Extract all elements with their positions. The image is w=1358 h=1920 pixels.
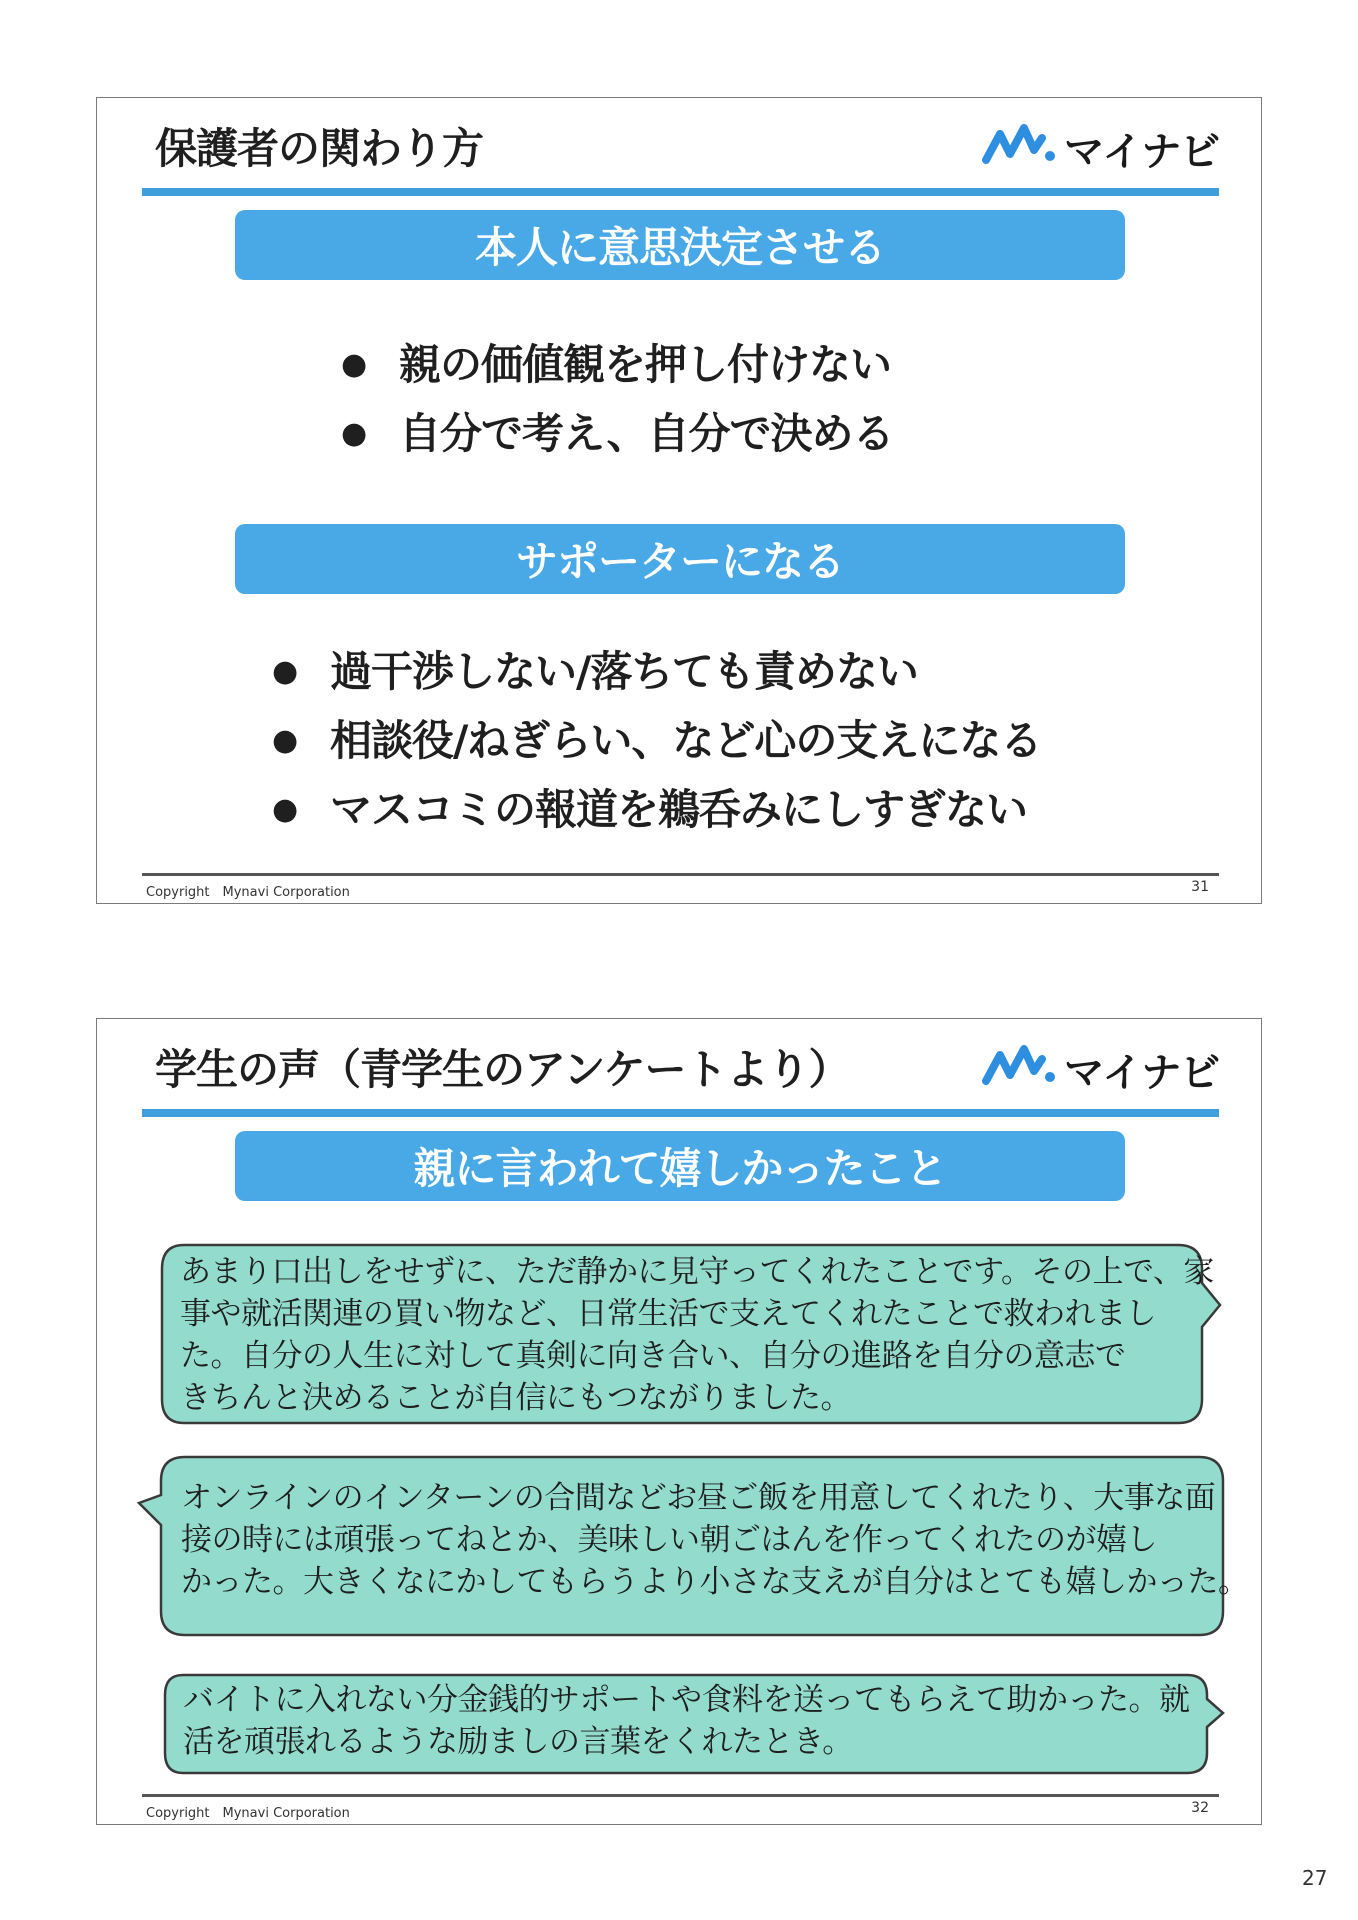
footer-rule [142, 1794, 1219, 1797]
mynavi-wave-icon [982, 1041, 1062, 1091]
list-item: ● 過干渉しない/落ちても責めない [272, 637, 1041, 706]
quote-bubble [160, 1243, 1224, 1425]
logo-text: マイナビ [1064, 1050, 1220, 1096]
bullet-icon: ● [341, 416, 367, 451]
quote-text: バイトに入れない分金銭的サポートや食料を送ってもらえて助かった。就 活を頑張れるような励ましの言葉をくれたとき。 [183, 1682, 1190, 1760]
slide-32 [96, 1018, 1262, 1825]
title-rule [142, 188, 1219, 196]
document-page-number: 27 [1302, 1866, 1328, 1890]
bullet-icon: ● [272, 654, 298, 689]
slide-31 [96, 97, 1262, 904]
mynavi-logo [982, 120, 1220, 175]
footer-rule [142, 873, 1219, 876]
list-item: ● 自分で考え、自分で決める [341, 399, 894, 468]
slide-title: 保護者の関わり方 [155, 124, 484, 173]
slide-page-number: 32 [1191, 1800, 1209, 1816]
list-item: ● 相談役/ねぎらい、など心の支えになる [272, 706, 1041, 775]
section-banner: 本人に意思決定させる [235, 210, 1125, 280]
logo-text: マイナビ [1064, 129, 1220, 175]
section-banner: サポーターになる [235, 524, 1125, 594]
quote-text: あまり口出しをせずに、ただ静かに見守ってくれたことです。その上で、家 事や就活関連の買い物など、日常生活で支えてくれたことで救われまし た。自分の人生に対して真剣に向き合い、自分の進路を自分の意志で きちんと決めることが自信にもつながりました。 [180, 1254, 1214, 1416]
bullet-list [272, 637, 1041, 844]
bullet-list [341, 330, 894, 468]
mynavi-logo [982, 1041, 1220, 1096]
quote-bubble [163, 1673, 1227, 1775]
bullet-icon: ● [272, 723, 298, 758]
quote-bubble [137, 1455, 1249, 1637]
copyright: Copyright Mynavi Corporation [146, 1806, 350, 1821]
bullet-icon: ● [341, 347, 367, 382]
title-rule [142, 1109, 1219, 1117]
mynavi-wave-icon [982, 120, 1062, 170]
list-item: ● 親の価値観を押し付けない [341, 330, 894, 399]
quote-text: オンラインのインターンの合間などお昼ご飯を用意してくれたり、大事な面 接の時には頑張ってねとか、美味しい朝ごはんを作ってくれたのが嬉し かった。大きくなにかしてもらうより小さな支えが自分はとても嬉しかった。 [181, 1480, 1249, 1600]
slide-page-number: 31 [1191, 879, 1209, 895]
list-item: ● マスコミの報道を鵜呑みにしすぎない [272, 775, 1041, 844]
slide-title: 学生の声（青学生のアンケートより） [155, 1045, 850, 1094]
copyright: Copyright Mynavi Corporation [146, 885, 350, 900]
bullet-icon: ● [272, 792, 298, 827]
section-banner: 親に言われて嬉しかったこと [235, 1131, 1125, 1201]
